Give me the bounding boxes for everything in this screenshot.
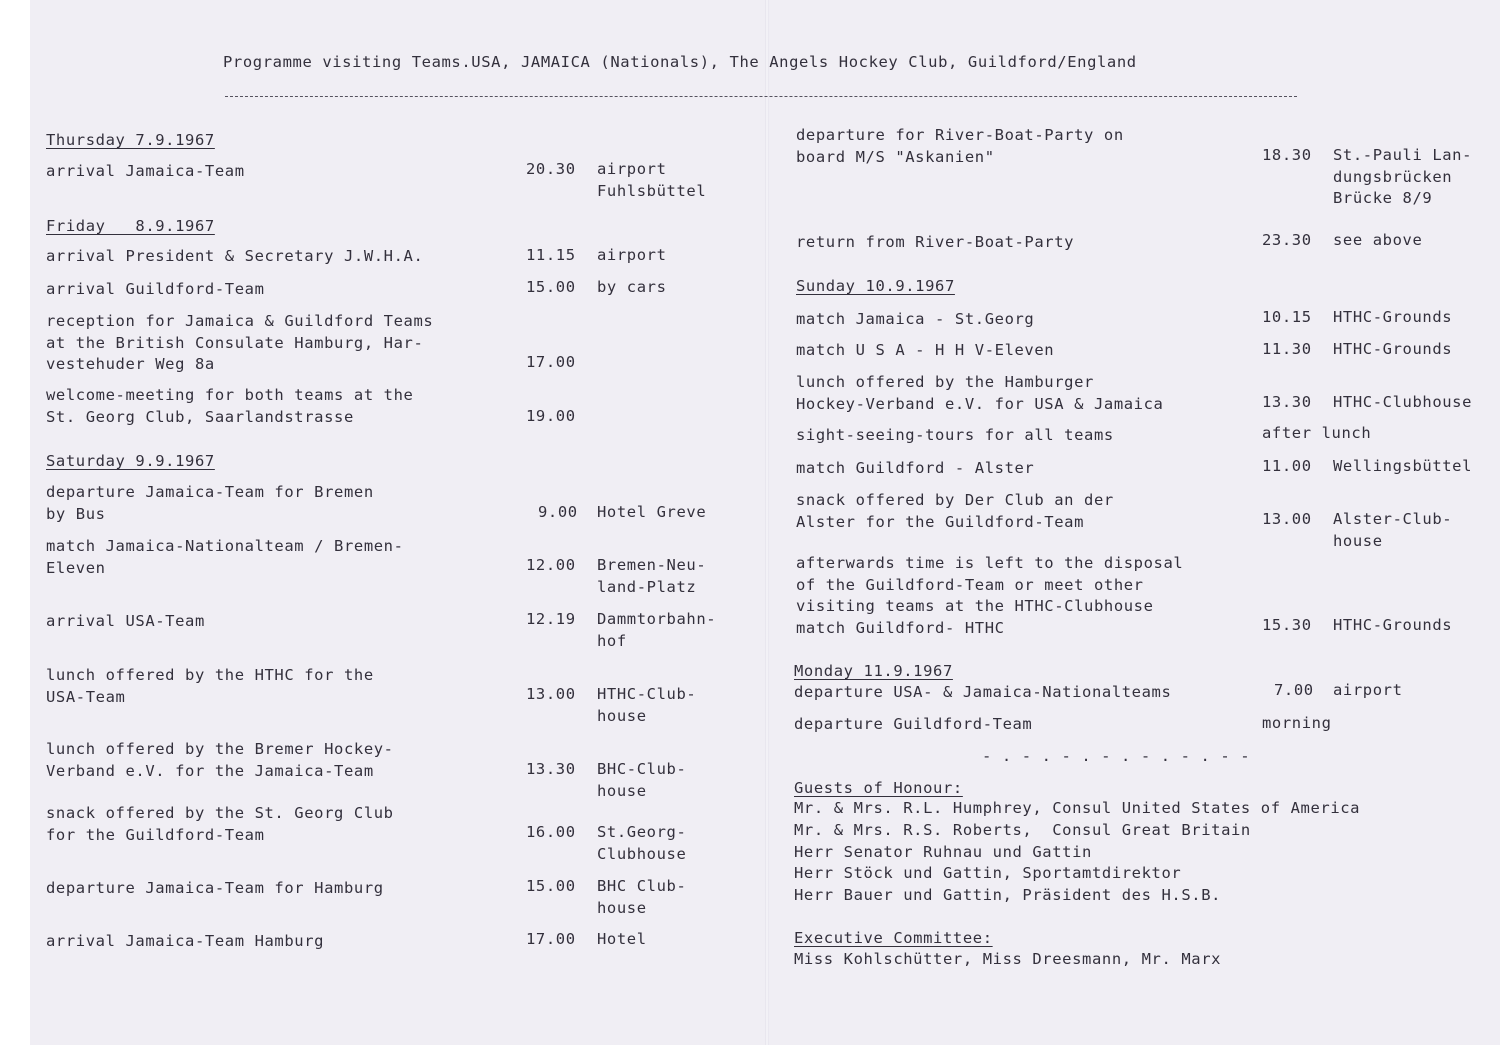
event-time: 19.00 [526, 407, 576, 425]
event-time: 13.00 [526, 685, 576, 703]
event-place: BHC-Club- house [597, 760, 687, 800]
separator-line: - . - . - . - . - . - . - - [982, 747, 1251, 765]
event-text: departure for River-Boat-Party on board M/S "Askanien" [796, 126, 1124, 166]
event-place: HTHC-Grounds [1333, 340, 1453, 358]
event-time: 13.00 [1262, 510, 1312, 528]
programme-sheet [30, 0, 1500, 1045]
event-text: arrival President & Secretary J.W.H.A. [46, 247, 424, 265]
event-time: 13.30 [1262, 393, 1312, 411]
event-place: Alster-Club- house [1333, 510, 1453, 550]
event-place: HTHC-Club- house [597, 685, 697, 725]
heading-monday: Monday 11.9.1967 [794, 662, 953, 680]
guest-line: Herr Senator Ruhnau und Gattin [794, 843, 1092, 861]
event-text: departure Guildford-Team [794, 715, 1033, 733]
event-place: Hotel [597, 930, 647, 948]
event-place: airport [1333, 681, 1403, 699]
event-place: BHC Club- house [597, 877, 687, 917]
event-text: match U S A - H H V-Eleven [796, 341, 1055, 359]
event-text: arrival Jamaica-Team Hamburg [46, 932, 325, 950]
event-text: lunch offered by the Hamburger Hockey-Verband e.V. for USA & Jamaica [796, 373, 1164, 413]
event-time: 23.30 [1262, 231, 1312, 249]
event-text: lunch offered by the HTHC for the USA-Team [46, 666, 374, 706]
event-time: 15.00 [526, 877, 576, 895]
guest-line: Mr. & Mrs. R.S. Roberts, Consul Great Britain [794, 821, 1251, 839]
event-time: 7.00 [1274, 681, 1314, 699]
event-time: 13.30 [526, 760, 576, 778]
event-place: by cars [597, 278, 667, 296]
event-text: match Jamaica - St.Georg [796, 310, 1035, 328]
event-text: departure USA- & Jamaica-Nationalteams [794, 683, 1172, 701]
event-time: after lunch [1262, 424, 1372, 442]
event-time: 11.30 [1262, 340, 1312, 358]
event-place: Bremen-Neu- land-Platz [597, 556, 707, 596]
guest-line: Mr. & Mrs. R.L. Humphrey, Consul United States of America [794, 799, 1361, 817]
heading-guests: Guests of Honour: [794, 779, 963, 797]
heading-friday: Friday 8.9.1967 [46, 217, 215, 235]
event-place: Hotel Greve [597, 503, 707, 521]
event-time: 17.00 [526, 930, 576, 948]
event-text: match Jamaica-Nationalteam / Bremen- Eleven [46, 537, 404, 577]
event-time: 12.19 [526, 610, 576, 628]
event-time: 16.00 [526, 823, 576, 841]
event-text: arrival Guildford-Team [46, 280, 265, 298]
guest-line: Herr Stöck und Gattin, Sportamtdirektor [794, 864, 1182, 882]
event-text: welcome-meeting for both teams at the St. Georg Club, Saarlandstrasse [46, 386, 414, 426]
title-dashed-rule [225, 96, 1297, 97]
event-time: 18.30 [1262, 146, 1312, 164]
committee-line: Miss Kohlschütter, Miss Dreesmann, Mr. Marx [794, 950, 1222, 968]
event-place: airport [597, 246, 667, 264]
event-text: arrival Jamaica-Team [46, 162, 245, 180]
event-place: St.Georg- Clubhouse [597, 823, 687, 863]
event-time: 15.00 [526, 278, 576, 296]
event-text: lunch offered by the Bremer Hockey- Verband e.V. for the Jamaica-Team [46, 740, 394, 780]
event-place: St.-Pauli Lan- dungsbrücken Brücke 8/9 [1333, 146, 1473, 207]
event-place: Dammtorbahn- hof [597, 610, 717, 650]
event-place: airport Fuhlsbüttel [597, 160, 707, 200]
event-text: afterwards time is left to the disposal of the Guildford-Team or meet other visiting teams at the HTHC-Clubhouse match Guildford- HTHC [796, 554, 1184, 637]
event-place: HTHC-Grounds [1333, 616, 1453, 634]
event-place: Wellingsbüttel [1333, 457, 1473, 475]
event-time: 12.00 [526, 556, 576, 574]
page-fold [765, 0, 769, 1045]
heading-sunday: Sunday 10.9.1967 [796, 277, 955, 295]
event-text: match Guildford - Alster [796, 459, 1035, 477]
event-time: 11.15 [526, 246, 576, 264]
event-time: 17.00 [526, 353, 576, 371]
page-title: Programme visiting Teams.USA, JAMAICA (Nationals), The Angels Hockey Club, Guildford/England [223, 53, 1137, 71]
event-time: 20.30 [526, 160, 576, 178]
heading-saturday: Saturday 9.9.1967 [46, 452, 215, 470]
event-text: snack offered by the St. Georg Club for the Guildford-Team [46, 804, 394, 844]
heading-executive-committee: Executive Committee: [794, 929, 993, 947]
event-text: departure Jamaica-Team for Hamburg [46, 879, 384, 897]
event-text: snack offered by Der Club an der Alster for the Guildford-Team [796, 491, 1114, 531]
guest-line: Herr Bauer und Gattin, Präsident des H.S.B. [794, 886, 1222, 904]
event-time: 15.30 [1262, 616, 1312, 634]
event-text: sight-seeing-tours for all teams [796, 426, 1114, 444]
event-place: HTHC-Clubhouse [1333, 393, 1473, 411]
event-text: departure Jamaica-Team for Bremen by Bus [46, 483, 374, 523]
event-time: 11.00 [1262, 457, 1312, 475]
heading-thursday: Thursday 7.9.1967 [46, 131, 215, 149]
event-place: HTHC-Grounds [1333, 308, 1453, 326]
event-time: 10.15 [1262, 308, 1312, 326]
event-text: reception for Jamaica & Guildford Teams at the British Consulate Hamburg, Har- vestehuder Weg 8a [46, 312, 434, 373]
event-text: arrival USA-Team [46, 612, 205, 630]
event-place: see above [1333, 231, 1423, 249]
event-time: 9.00 [538, 503, 578, 521]
event-text: return from River-Boat-Party [796, 233, 1075, 251]
event-time: morning [1262, 714, 1332, 732]
